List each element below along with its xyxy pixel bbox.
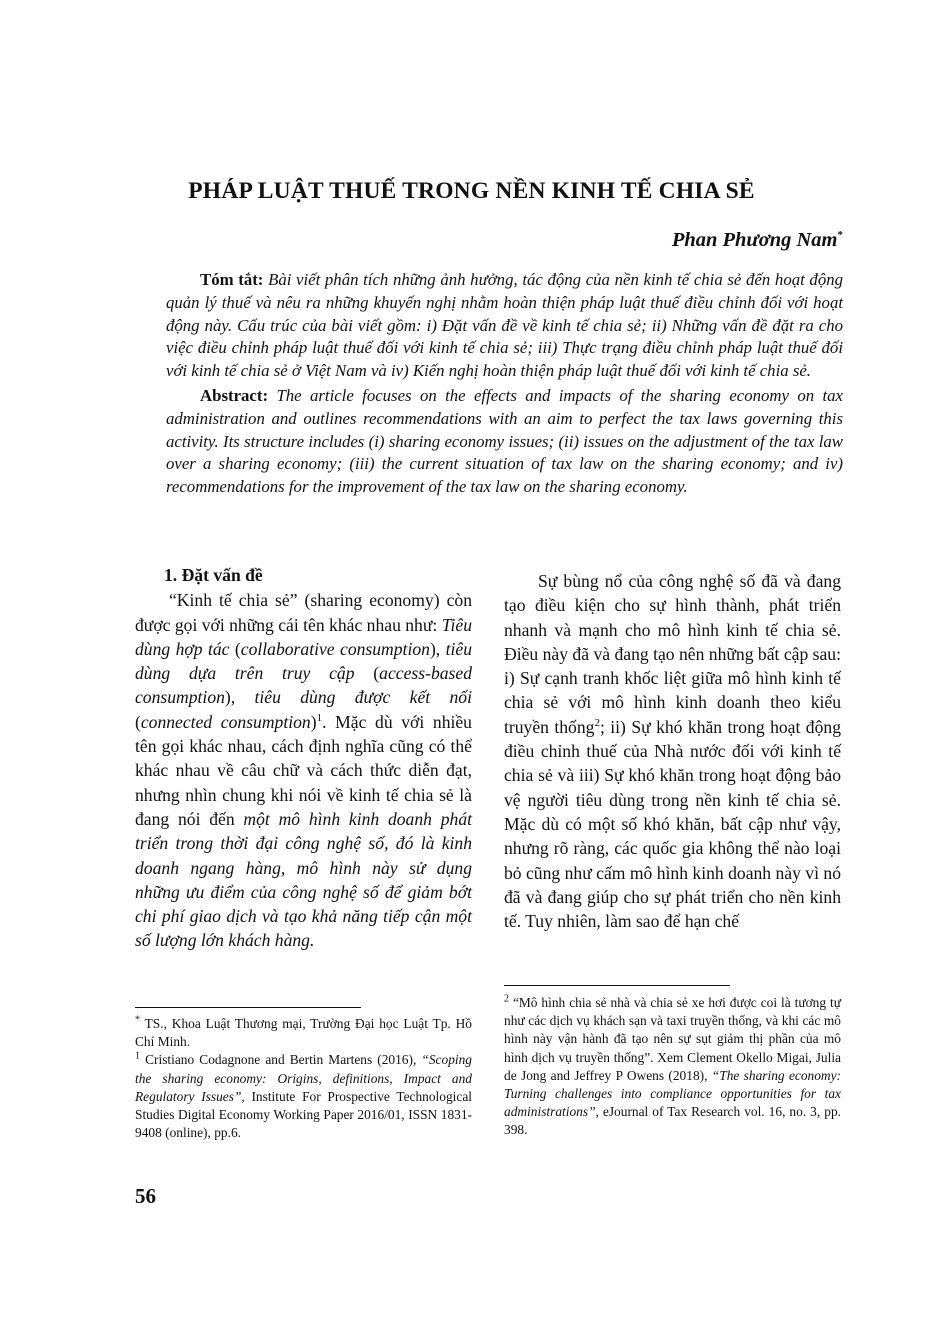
text-run: ), (224, 687, 255, 708)
author-byline (672, 229, 843, 252)
paragraph-digital-boom (504, 569, 841, 933)
footnote-mark: * (135, 1014, 140, 1026)
footnote-text: Cristiano Codagnone and Bertin Martens (2016), (140, 1052, 422, 1068)
abstract-vietnamese (166, 269, 843, 383)
text-run: . Mặc dù với nhiều tên gọi khác nhau, cách định nghĩa cũng có thể khác nhau về câu chữ và cách thức diễn đạt, nhưng nhìn chung khi nói về kinh tế chia sẻ là đang nói đến (135, 711, 472, 829)
footnote-2 (504, 994, 841, 1140)
abstract-en-text: The article focuses on the effects and impacts of the sharing economy on tax administration and outlines recommendations with an aim to perfect the tax laws governing this activity. Its structure includes (i) sharing economy issues; (ii) issues on the adjustment of the tax law over a sharing economy; (iii) the current situation of tax law on the sharing economy; and iv) recommendations for the improvement of the tax law on the sharing economy. (166, 386, 843, 497)
footnote-1 (135, 1051, 472, 1142)
footnote-text: , eJournal of Tax Research vol. 16, no. 3, pp. 398. (504, 1104, 841, 1138)
text-run: ( (135, 711, 141, 732)
section-heading: 1. Đặt vấn đề (164, 565, 263, 585)
article-title: PHÁP LUẬT THUẾ TRONG NỀN KINH TẾ CHIA SẺ (188, 178, 755, 204)
body-column-right (504, 569, 841, 933)
text-run: ; ii) Sự khó khăn trong hoạt động điều chỉnh thuế của Nhà nước đối với kinh tế chia sẻ và iii) Sự khó khăn trong hoạt động bảo vệ người tiêu dùng trong nền kinh tế chia sẻ. Mặc dù có một số khó khăn, bất cập như vậy, nhưng rõ ràng, các quốc gia không thể nào loại bỏ cũng như cấm mô hình kinh doanh này vì nó đã và đang giúp cho sự phát triển cho nền kinh tế. Tuy nhiên, làm sao để hạn chế (504, 716, 841, 932)
footnotes-right (504, 994, 841, 1140)
text-run: ) (310, 711, 317, 732)
footnote-mark: 1 (135, 1050, 140, 1062)
footnote-text: “Scoping the sharing economy: Origins, definitions, Impact and Regulatory Issues” (135, 1052, 472, 1104)
page-number: 56 (135, 1184, 156, 1208)
text-run: tiêu dùng dựa trên truy cập (135, 638, 472, 684)
text-run: ( (354, 663, 380, 684)
footnotes-left (135, 1015, 472, 1142)
footnote-separator-left (135, 1007, 361, 1008)
author-name: Phan Phương Nam (671, 229, 838, 251)
abstract-en-label: Abstract: (200, 386, 269, 405)
footnote-text: “Mô hình chia sẻ nhà và chia sẻ xe hơi được coi là tương tự như các dịch vụ khách sạn và taxi truyền thống, và khi các mô hình này vận hành đã tạo nên sự sụt giảm thị phần của mô hình dịch vụ truyền thống”. Xem Clement Okello Migai, Julia de Jong and Jeffrey P Owens (2018), (504, 995, 841, 1083)
text-run: một mô hình kinh doanh phát triển trong thời đại công nghệ số, đó là kinh doanh ngang hàng, mô hình này sử dụng những ưu điểm của công nghệ số để giảm bớt chi phí giao dịch và tạo khả năng tiếp cận một số lượng lớn khách hàng. (135, 808, 472, 951)
footnote-ref-2[interactable]: 2 (594, 716, 600, 729)
footnote-author (135, 1015, 472, 1051)
footnote-separator-right (504, 985, 730, 986)
text-run: “Kinh tế chia sẻ” (sharing economy) còn được gọi với những cái tên khác nhau như: (135, 590, 472, 635)
footnote-text: TS., Khoa Luật Thương mại, Trường Đại học Luật Tp. Hồ Chí Minh. (135, 1016, 472, 1050)
text-run: ), (429, 638, 446, 659)
abstract-vn-label: Tóm tắt: (200, 270, 264, 289)
text-run: connected consumption (140, 711, 311, 732)
abstract-vn-text: Bài viết phân tích những ảnh hưởng, tác động của nền kinh tế chia sẻ đến hoạt động quản lý thuế và nêu ra những khuyến nghị nhằm hoàn thiện pháp luật thuế điều chỉnh đối với hoạt động này. Cấu trúc của bài viết gồm: i) Đặt vấn đề về kinh tế chia sẻ; ii) Những vấn đề đặt ra cho việc điều chỉnh pháp luật thuế đối với kinh tế chia sẻ; iii) Thực trạng điều chỉnh pháp luật thuế đối với kinh tế chia sẻ ở Việt Nam và iv) Kiến nghị hoàn thiện pháp luật thuế đối với kinh tế chia sẻ. (166, 270, 843, 381)
abstract-english (166, 385, 843, 499)
footnote-mark: 2 (504, 993, 509, 1005)
footnote-text: , Institute For Prospective Technological Studies Digital Economy Working Paper 2016/01, ISSN 1831-9408 (online), pp.6. (135, 1088, 472, 1141)
text-run: ( (229, 638, 241, 659)
footnote-text: “The sharing economy: Turning challenges into compliance opportunities for tax administrations” (504, 1067, 841, 1120)
body-column-left (135, 563, 472, 953)
text-run: access-based consumption (135, 663, 472, 708)
text-run: collaborative consumption (240, 638, 430, 659)
author-footnote-mark: * (837, 229, 843, 242)
text-run: tiêu dùng được kết nối (254, 687, 472, 708)
text-run: Sự bùng nổ của công nghệ số đã và đang tạo điều kiện cho sự hình thành, phát triển nhanh và mạnh cho mô hình kinh tế chia sẻ. Điều này đã và đang tạo nên những bất cập sau: i) Sự cạnh tranh khốc liệt giữa mô hình kinh tế chia sẻ với mô hình kinh doanh theo kiểu truyền thống (504, 571, 841, 737)
paragraph-intro (135, 588, 472, 952)
footnote-ref-1[interactable]: 1 (316, 711, 323, 724)
text-run: Tiêu dùng hợp tác (135, 614, 472, 659)
